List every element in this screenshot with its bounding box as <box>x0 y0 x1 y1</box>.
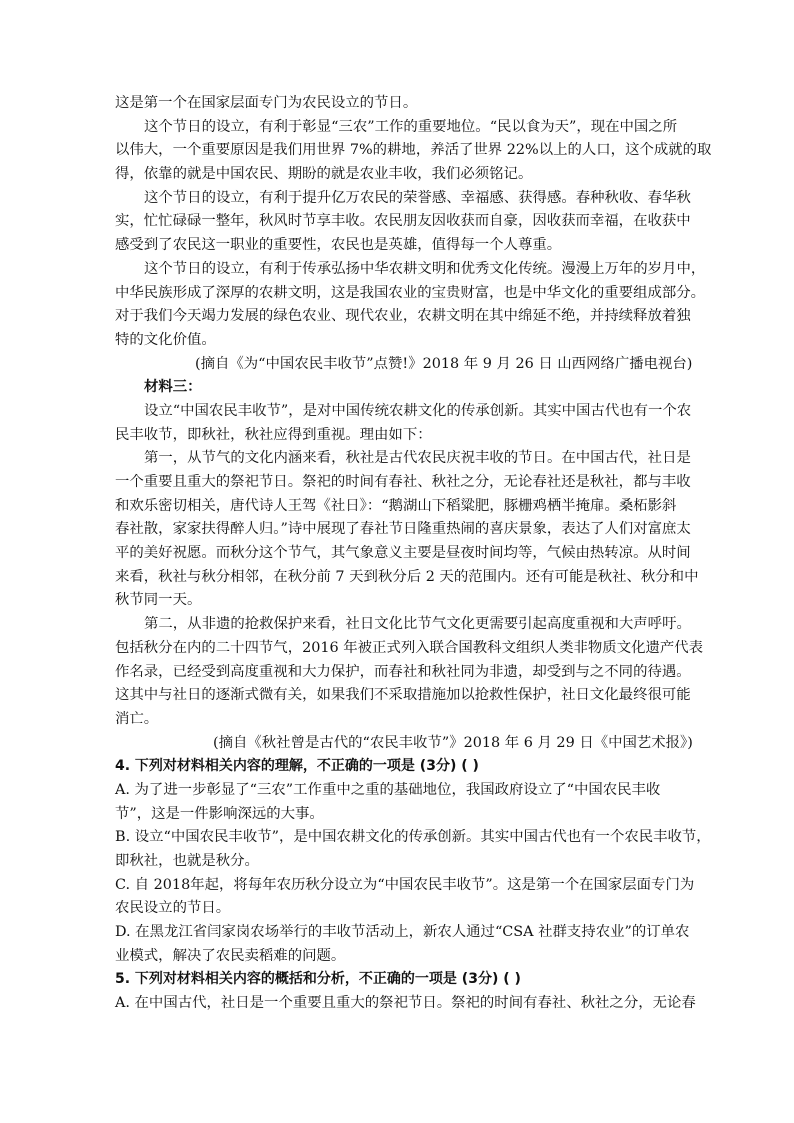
text-line: B. 设立“中国农民丰收节”，是中国农耕文化的传承创新。其实中国古代也有一个农民丰收节， <box>115 829 711 846</box>
text-line: (摘自《为“中国农民丰收节”点赞!》2018 年 9 月 26 日 山西网络广播电视台) <box>195 355 693 372</box>
text-line: 这其中与社日的逐渐式微有关，如果我们不采取措施加以抢救性保护，社日文化最终很可能 <box>115 687 691 704</box>
text-line: 特的文化价值。 <box>115 331 216 348</box>
text-line: (摘自《秋社曾是古代的“农民丰收节”》2018 年 6 月 29 日《中国艺术报》) <box>213 734 693 751</box>
text-line: A. 在中国古代，社日是一个重要且重大的祭祀节日。祭祀的时间有春社、秋社之分，无论春 <box>115 995 696 1012</box>
text-line: 即秋社，也就是秋分。 <box>115 853 259 869</box>
text-line: 4. 下列对材料相关内容的理解，不正确的一项是 (3分) ( ) <box>115 758 479 775</box>
text-line: 感受到了农民这一职业的重要性，农民也是英雄，值得每一个人尊重。 <box>115 237 562 254</box>
text-line: 材料三： <box>144 379 202 396</box>
text-line: C. 自 2018年起，将每年农历秋分设立为“中国农民丰收节”。这是第一个在国家层面专门为 <box>115 876 695 893</box>
text-line: 和欢乐密切相关，唐代诗人王驾《社日》：“鹅湖山下稻粱肥，豚栅鸡栖半掩扉。桑柘影斜 <box>115 497 677 514</box>
document-page <box>115 92 712 1016</box>
text-line: 这是第一个在国家层面专门为农民设立的节日。 <box>115 95 418 111</box>
text-line: A. 为了进一步彰显了“三农”工作重中之重的基础地位，我国政府设立了“中国农民丰收 <box>115 781 661 798</box>
text-line: 以伟大，一个重要原因是我们用世界 7%的耕地，养活了世界 22%以上的人口，这个成就的取 <box>115 142 712 159</box>
text-line: 来看，秋社与秋分相邻，在秋分前 7 天到秋分后 2 天的范围内。还有可能是秋社、秋分和中 <box>115 568 699 585</box>
text-line: 包括秋分在内的二十四节气，2016 年被正式列入联合国教科文组织人类非物质文化遗产代表 <box>115 639 704 656</box>
text-line: 这个节日的设立，有利于提升亿万农民的荣誉感、幸福感、获得感。春种秋收、春华秋 <box>144 189 691 206</box>
text-line: 春社散，家家扶得醉人归。”诗中展现了春社节日隆重热闹的喜庆景象，表达了人们对富庶太 <box>115 521 691 538</box>
text-line: 这个节日的设立，有利于传承弘扬中华农耕文明和优秀文化传统。漫漫上万年的岁月中， <box>144 260 706 277</box>
text-line: 节”，这是一件影响深远的大事。 <box>115 805 324 822</box>
text-line: 农民设立的节日。 <box>115 900 231 917</box>
text-line: 设立“中国农民丰收节”，是对中国传统农耕文化的传承创新。其实中国古代也有一个农 <box>144 402 692 419</box>
text-line: 第一，从节气的文化内涵来看，秋社是古代农民庆祝丰收的节日。在中国古代，社日是 <box>144 450 691 467</box>
text-line: 民丰收节，即秋社，秋社应得到重视。理由如下： <box>115 426 432 443</box>
text-line: 平的美好祝愿。而秋分这个节气，其气象意义主要是昼夜时间均等，气候由热转凉。从时间 <box>115 545 691 562</box>
text-line: 对于我们今天竭力发展的绿色农业、现代农业，农耕文明在其中绵延不绝，并持续释放着独 <box>115 308 691 325</box>
text-line: 秋节同一天。 <box>115 592 202 609</box>
text-line: D. 在黑龙江省闫家岗农场举行的丰收节活动上，新农人通过“CSA 社群支持农业”的订单农 <box>115 924 690 941</box>
text-line: 作名录，已经受到高度重视和大力保护，而春社和秋社同为非遗，却受到与之不同的待遇。 <box>115 663 691 680</box>
text-line: 第二，从非遗的抢救保护来看，社日文化比节气文化更需要引起高度重视和大声呼吁。 <box>144 616 691 633</box>
text-line: 一个重要且重大的祭祀节日。祭祀的时间有春社、秋社之分，无论春社还是秋社，都与丰收 <box>115 474 691 490</box>
text-line: 这个节日的设立，有利于彰显“三农”工作的重要地位。“民以食为天”，现在中国之所 <box>144 118 678 135</box>
text-line: 中华民族形成了深厚的农耕文明，这是我国农业的宝贵财富，也是中华文化的重要组成部分。 <box>115 284 706 301</box>
text-line: 得，依靠的就是中国农民、期盼的就是农业丰收，我们必须铭记。 <box>115 166 533 183</box>
text-line: 消亡。 <box>115 710 159 727</box>
text-line: 业模式，解决了农民卖稻难的问题。 <box>115 947 346 964</box>
text-line: 实，忙忙碌碌一整年，秋风时节享丰收。农民朋友因收获而自豪，因收获而幸福，在收获中 <box>115 213 691 230</box>
text-line: 5. 下列对材料相关内容的概括和分析，不正确的一项是 (3分) ( ) <box>115 971 521 988</box>
